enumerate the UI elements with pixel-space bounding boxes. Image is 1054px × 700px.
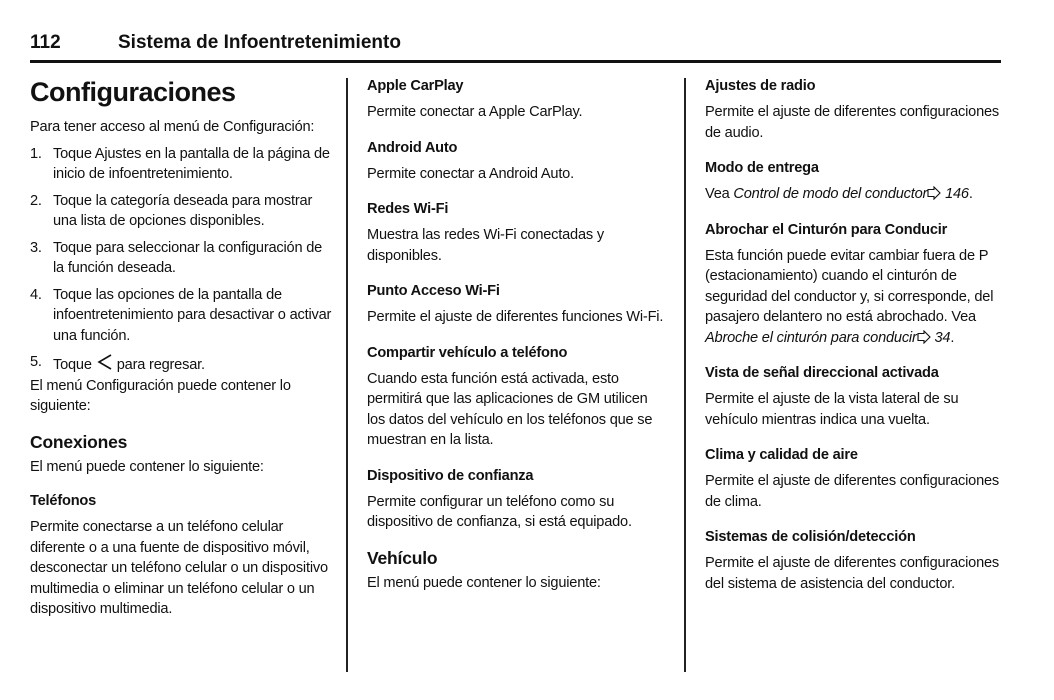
vista-text: Permite el ajuste de la vista lateral de su vehículo mientras indica una vuelta. [705, 391, 959, 428]
list-text: Toque Ajustes en la pantalla de la página de inicio de infoentretenimiento. [53, 145, 330, 182]
wifi-networks-heading: Redes Wi-Fi [367, 201, 449, 217]
abrochar-heading: Abrochar el Cinturón para Conducir [705, 221, 948, 238]
menu-text: El menú Configuración puede contener lo siguiente: [30, 377, 291, 414]
abrochar-text: Esta función puede evitar cambiar fuera de P (estacionamiento) cuando el cinturón de seguridad del conductor y, si corresponde, del pasajero delantero no está abrochado. Vea Abroche el cinturón para conducir 34. [705, 247, 994, 346]
column-divider-1 [346, 78, 348, 672]
android-auto-heading: Android Auto [367, 139, 458, 156]
page-title: Configuraciones [30, 77, 236, 107]
carplay-text: Permite conectar a Apple CarPlay. [367, 104, 583, 120]
list-text: Toque las opciones de la pantalla de infoentretenimiento para desactivar o activar una función. [53, 286, 332, 344]
list-number: 3. [30, 239, 42, 256]
list-text: Toque la categoría deseada para mostrar una lista de opciones disponibles. [53, 192, 313, 229]
vehicle-to-phone-text: Cuando esta función está activada, esto permitirá que las aplicaciones de GM utilicen los datos del vehículo en los teléfonos que se muestran en la lista. [367, 370, 653, 448]
list-item [30, 285, 332, 347]
list-text: Toque para seleccionar la configuración de la función deseada. [53, 239, 323, 276]
android-auto-text: Permite conectar a Android Auto. [367, 165, 574, 182]
back-icon [95, 352, 115, 372]
modo-entrega-heading: Modo de entrega [705, 160, 819, 176]
sistemas-heading: Sistemas de colisión/detección [705, 529, 916, 545]
vehiculo-text: El menú puede contener lo siguiente: [367, 574, 601, 591]
list-item [30, 191, 332, 232]
wifi-hotspot-text: Permite el ajuste de diferentes funciones Wi-Fi. [367, 309, 664, 325]
vehiculo-heading: Vehículo [367, 547, 438, 568]
modo-entrega-link[interactable]: Control de modo del conductor [733, 186, 928, 202]
vista-heading: Vista de señal direccional activada [705, 365, 939, 381]
ajustes-radio-heading: Ajustes de radio [705, 78, 816, 94]
column-3 [705, 76, 1005, 594]
abrochar-link[interactable]: Abroche el cinturón para conducir [705, 329, 917, 346]
list-item [30, 238, 332, 279]
modo-entrega-pre: Vea [705, 186, 730, 202]
list-number: 5. [30, 354, 42, 370]
page-header [30, 30, 1000, 60]
clima-heading: Clima y calidad de aire [705, 447, 858, 463]
clima-text: Permite el ajuste de diferentes configuraciones de clima. [705, 473, 999, 510]
carplay-heading: Apple CarPlay [367, 78, 464, 94]
telefonos-text: Permite conectarse a un teléfono celular diferente o a una fuente de dispositivo móvil, desconectar un teléfono celular o un dispositivo multimedia o eliminar un teléfono celular o un dispositivo multimedia. [30, 519, 328, 617]
modo-entrega-page[interactable]: 146 [945, 186, 969, 202]
trusted-device-text: Permite configurar un teléfono como su dispositivo de confianza, si está equipado. [367, 493, 632, 530]
telefonos-heading: Teléfonos [30, 493, 97, 509]
column-1 [30, 76, 332, 620]
conexiones-text: El menú puede contener lo siguiente: [30, 458, 264, 475]
page-reference-icon [927, 186, 941, 200]
intro-text: Para tener acceso al menú de Configuración: [30, 119, 315, 135]
conexiones-heading: Conexiones [30, 431, 128, 452]
list-item [30, 144, 332, 185]
vehicle-to-phone-heading: Compartir vehículo a teléfono [367, 344, 568, 361]
wifi-hotspot-heading: Punto Acceso Wi-Fi [367, 283, 500, 299]
list-text-pre: Toque [53, 357, 92, 373]
list-number: 4. [30, 286, 42, 303]
header-rule [30, 60, 1001, 63]
column-divider-2 [684, 78, 686, 672]
ajustes-radio-text: Permite el ajuste de diferentes configuraciones de audio. [705, 104, 999, 141]
abrochar-body: Esta función puede evitar cambiar fuera de P (estacionamiento) cuando el cinturón de seguridad del conductor y, si corresponde, del pasajero delantero no está abrochado. Vea [705, 247, 994, 325]
modo-entrega-text: Vea Control de modo del conductor 146. [705, 186, 973, 202]
abrochar-page[interactable]: 34 [934, 329, 951, 346]
list-number: 2. [30, 192, 42, 209]
wifi-networks-text: Muestra las redes Wi-Fi conectadas y disponibles. [367, 227, 604, 264]
list-number: 1. [30, 145, 42, 162]
column-2 [367, 76, 667, 593]
list-item [30, 352, 332, 376]
list-text-post: para regresar. [116, 357, 205, 373]
sistemas-text: Permite el ajuste de diferentes configuraciones del sistema de asistencia del conductor. [705, 555, 999, 592]
section-title: Sistema de Infoentretenimiento [118, 32, 401, 53]
page-number: 112 [30, 32, 61, 53]
page-reference-icon [917, 330, 931, 344]
trusted-device-heading: Dispositivo de confianza [367, 467, 534, 484]
